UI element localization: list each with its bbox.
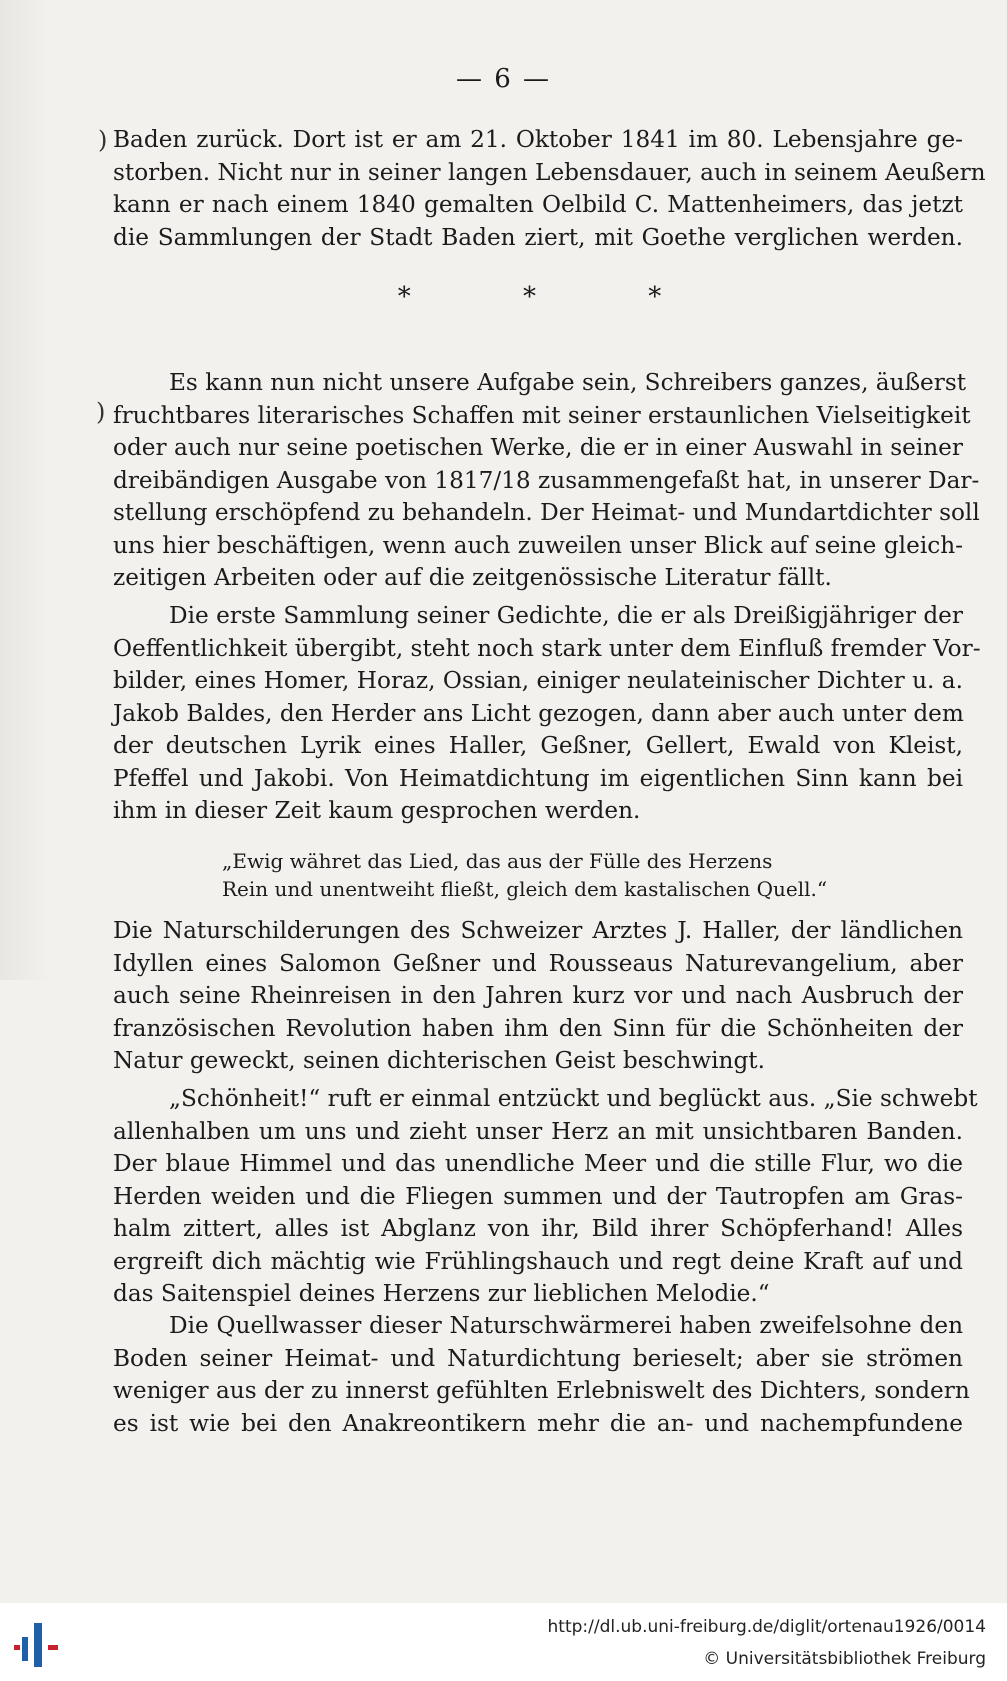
footer-bar (0, 1603, 1007, 1681)
margin-mark: ) (96, 398, 106, 426)
text-line: ergreift dich mächtig wie Frühlingshauch und regt deine Kraft auf und (113, 1247, 963, 1275)
text-line: allenhalben um uns und zieht unser Herz an mit unsichtbaren Banden. (113, 1117, 963, 1145)
text-line: uns hier beschäftigen, wenn auch zuweilen unser Blick auf seine gleich- (113, 531, 963, 559)
text-line: Baden zurück. Dort ist er am 21. Oktober 1841 im 80. Lebensjahre ge- (113, 126, 963, 153)
text-line: bilder, eines Homer, Horaz, Ossian, einiger neulateinischer Dichter u. a. (113, 667, 963, 694)
paragraph-2 (113, 367, 980, 595)
text-line: Natur geweckt, seinen dichterischen Geist beschwingt. (113, 1047, 765, 1074)
text-line: Boden seiner Heimat- und Naturdichtung berieselt; aber sie strömen (113, 1344, 963, 1372)
text-line: das Saitenspiel deines Herzens zur lieblichen Melodie.“ (113, 1280, 770, 1307)
section-separator: * * * (397, 282, 714, 312)
text-line: Pfeffel und Jakobi. Von Heimatdichtung im eigentlichen Sinn kann bei (113, 764, 963, 792)
text-line: halm zittert, alles ist Abglanz von ihr, Bild ihrer Schöpferhand! Alles (113, 1215, 963, 1242)
text-line: Herden weiden und die Fliegen summen und der Tautropfen am Gras- (113, 1182, 963, 1210)
text-line: weniger aus der zu innerst gefühlten Erlebniswelt des Dichters, sondern (113, 1377, 970, 1404)
paragraph-1 (113, 124, 986, 254)
text-line: Oeffentlichkeit übergibt, steht noch stark unter dem Einfluß fremder Vor- (113, 634, 981, 662)
text-line: dreibändigen Ausgabe von 1817/18 zusammengefaßt hat, in unserer Dar- (113, 466, 980, 494)
library-logo-icon (10, 1617, 66, 1673)
text-line: Es kann nun nicht unsere Aufgabe sein, Schreibers ganzes, äußerst (169, 369, 967, 396)
paragraph-6 (113, 1310, 970, 1440)
paragraph-5 (113, 1083, 978, 1311)
source-url-link[interactable]: http://dl.ub.uni-freiburg.de/diglit/ortenau1926/0014 (547, 1617, 986, 1637)
text-line: Idyllen eines Salomon Geßner und Rousseaus Naturevangelium, aber (113, 949, 963, 977)
text-line: Der blaue Himmel und das unendliche Meer und die stille Flur, wo die (113, 1150, 963, 1177)
paragraph-3 (113, 600, 981, 828)
page-gutter-shadow (0, 0, 50, 980)
text-line: auch seine Rheinreisen in den Jahren kurz vor und nach Ausbruch der (113, 982, 963, 1009)
paragraph-4 (113, 915, 963, 1078)
text-line: „Schönheit!“ ruft er einmal entzückt und beglückt aus. „Sie schwebt (169, 1085, 978, 1112)
text-line: französischen Revolution haben ihm den Sinn für die Schönheiten der (113, 1014, 963, 1042)
copyright-text: © Universitätsbibliothek Freiburg (703, 1649, 986, 1669)
text-line: Die erste Sammlung seiner Gedichte, die er als Dreißigjähriger der (169, 602, 963, 629)
text-line: der deutschen Lyrik eines Haller, Geßner, Gellert, Ewald von Kleist, (113, 732, 963, 759)
page-number: — 6 — (455, 64, 552, 94)
verse-line: „Ewig währet das Lied, das aus der Fülle des Herzens (222, 849, 773, 873)
text-line: storben. Nicht nur in seiner langen Lebensdauer, auch in seinem Aeußern (113, 158, 986, 186)
verse-quote (222, 847, 827, 903)
text-line: Jakob Baldes, den Herder ans Licht gezogen, dann aber auch unter dem (113, 699, 964, 727)
verse-line: Rein und unentweiht fließt, gleich dem kastalischen Quell.“ (222, 877, 828, 901)
margin-mark: ) (98, 126, 108, 154)
text-line: zeitigen Arbeiten oder auf die zeitgenössische Literatur fällt. (113, 564, 832, 591)
text-line: kann er nach einem 1840 gemalten Oelbild C. Mattenheimers, das jetzt (113, 191, 963, 218)
text-line: oder auch nur seine poetischen Werke, die er in einer Auswahl in seiner (113, 434, 963, 461)
text-line: Die Quellwasser dieser Naturschwärmerei haben zweifelsohne den (169, 1312, 963, 1339)
text-line: die Sammlungen der Stadt Baden ziert, mit Goethe verglichen werden. (113, 223, 963, 251)
text-line: stellung erschöpfend zu behandeln. Der Heimat- und Mundartdichter soll (113, 499, 980, 526)
text-line: Die Naturschilderungen des Schweizer Arztes J. Haller, der ländlichen (113, 917, 963, 944)
text-line: es ist wie bei den Anakreontikern mehr die an- und nachempfundene (113, 1409, 963, 1437)
text-line: ihm in dieser Zeit kaum gesprochen werden. (113, 797, 641, 824)
text-line: fruchtbares literarisches Schaffen mit seiner erstaunlichen Vielseitigkeit (113, 401, 971, 429)
